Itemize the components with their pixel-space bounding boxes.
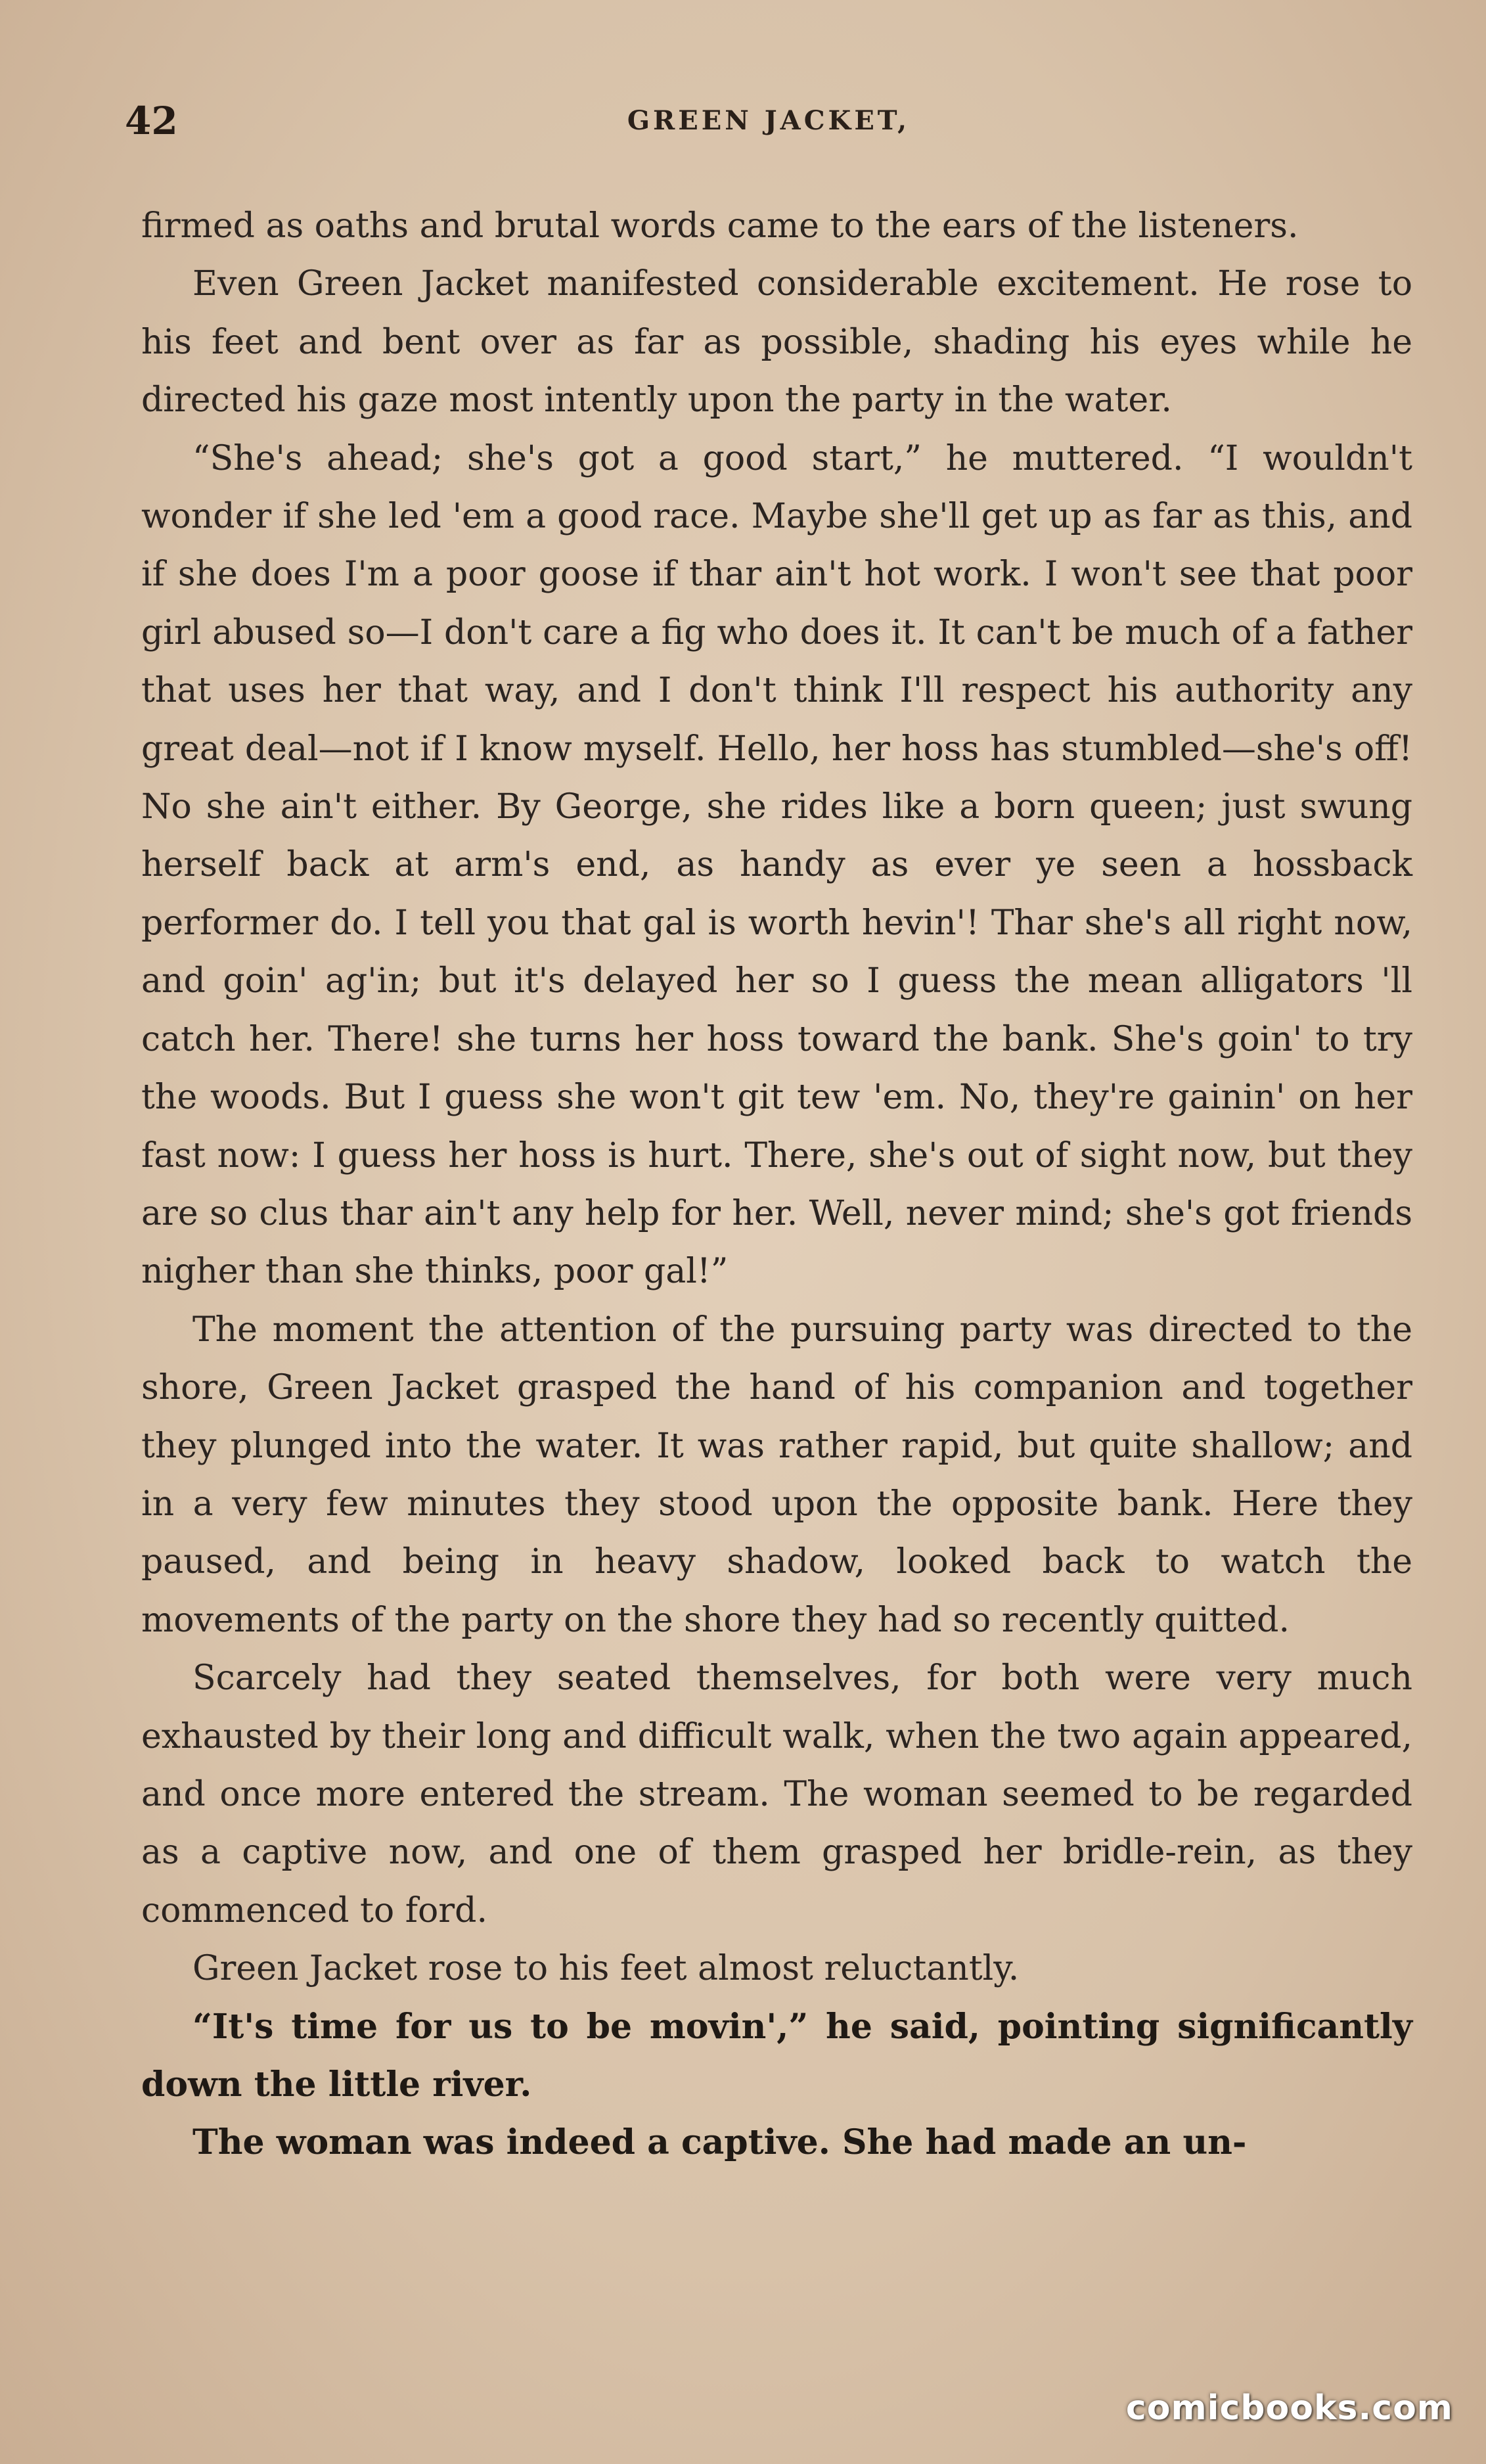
paragraph-6: Green Jacket rose to his feet almost reluctantly. (192, 1949, 1020, 1989)
paragraph-1: firmed as oaths and brutal words came to the ears of the listeners. (141, 206, 1299, 246)
paragraph-8: The woman was indeed a captive. She had made an un- (192, 2122, 1247, 2163)
running-head: GREEN JACKET, (627, 105, 911, 136)
page-header (125, 99, 1412, 145)
paragraph-3: “She's ahead; she's got a good start,” he muttered. “I wouldn't wonder if she led 'em a good race. Maybe she'll get up as far as this, and if she does I'm a poor goose if thar ain't hot work. I won't see that poor girl abused so—I don't care a fig who does it. It can't be much of a father that uses her that way, and I don't think I'll respect his authority any great deal—not if I know myself. Hello, her hoss has stumbled—she's off! No she ain't either. By George, she rides like a born queen; just swung herself back at arm's end, as handy as ever ye seen a hossback performer do. I tell you that gal is worth hevin'! Thar she's all right now, and goin' ag'in; but it's delayed her so I guess the mean alligators 'll catch her. There! she turns her hoss toward the bank. She's goin' to try the woods. But I guess she won't git tew 'em. No, they're gainin' on her fast now: I guess her hoss is hurt. There, she's out of sight now, but they are so clus thar ain't any help for her. Well, never mind; she's got friends nigher than she thinks, poor gal!” (141, 438, 1412, 1292)
paragraph-4: The moment the attention of the pursuing party was directed to the shore, Green Jacket grasped the hand of his companion and together they plunged into the water. It was rather rapid, but quite shallow; and in a very few minutes they stood upon the opposite bank. Here they paused, and being in heavy shadow, looked back to watch the movements of the party on the shore they had so recently quitted. (141, 1310, 1412, 1640)
paragraph-7: “It's time for us to be movin',” he said, pointing significantly down the little river. (141, 2006, 1412, 2105)
paragraph-5: Scarcely had they seated themselves, for both were very much exhausted by their long and difficult walk, when the two again appeared, and once more entered the stream. The woman seemed to be regarded as a captive now, and one of them grasped her bridle-rein, as they commenced to ford. (141, 1658, 1412, 1930)
paragraph-2: Even Green Jacket manifested considerable excitement. He rose to his feet and bent over as far as possible, shading his eyes while he directed his gaze most intently upon the party in the water. (141, 264, 1412, 421)
body-text (141, 197, 1412, 2172)
page-number: 42 (125, 99, 178, 143)
watermark: comicbooks.com (1125, 2388, 1453, 2428)
